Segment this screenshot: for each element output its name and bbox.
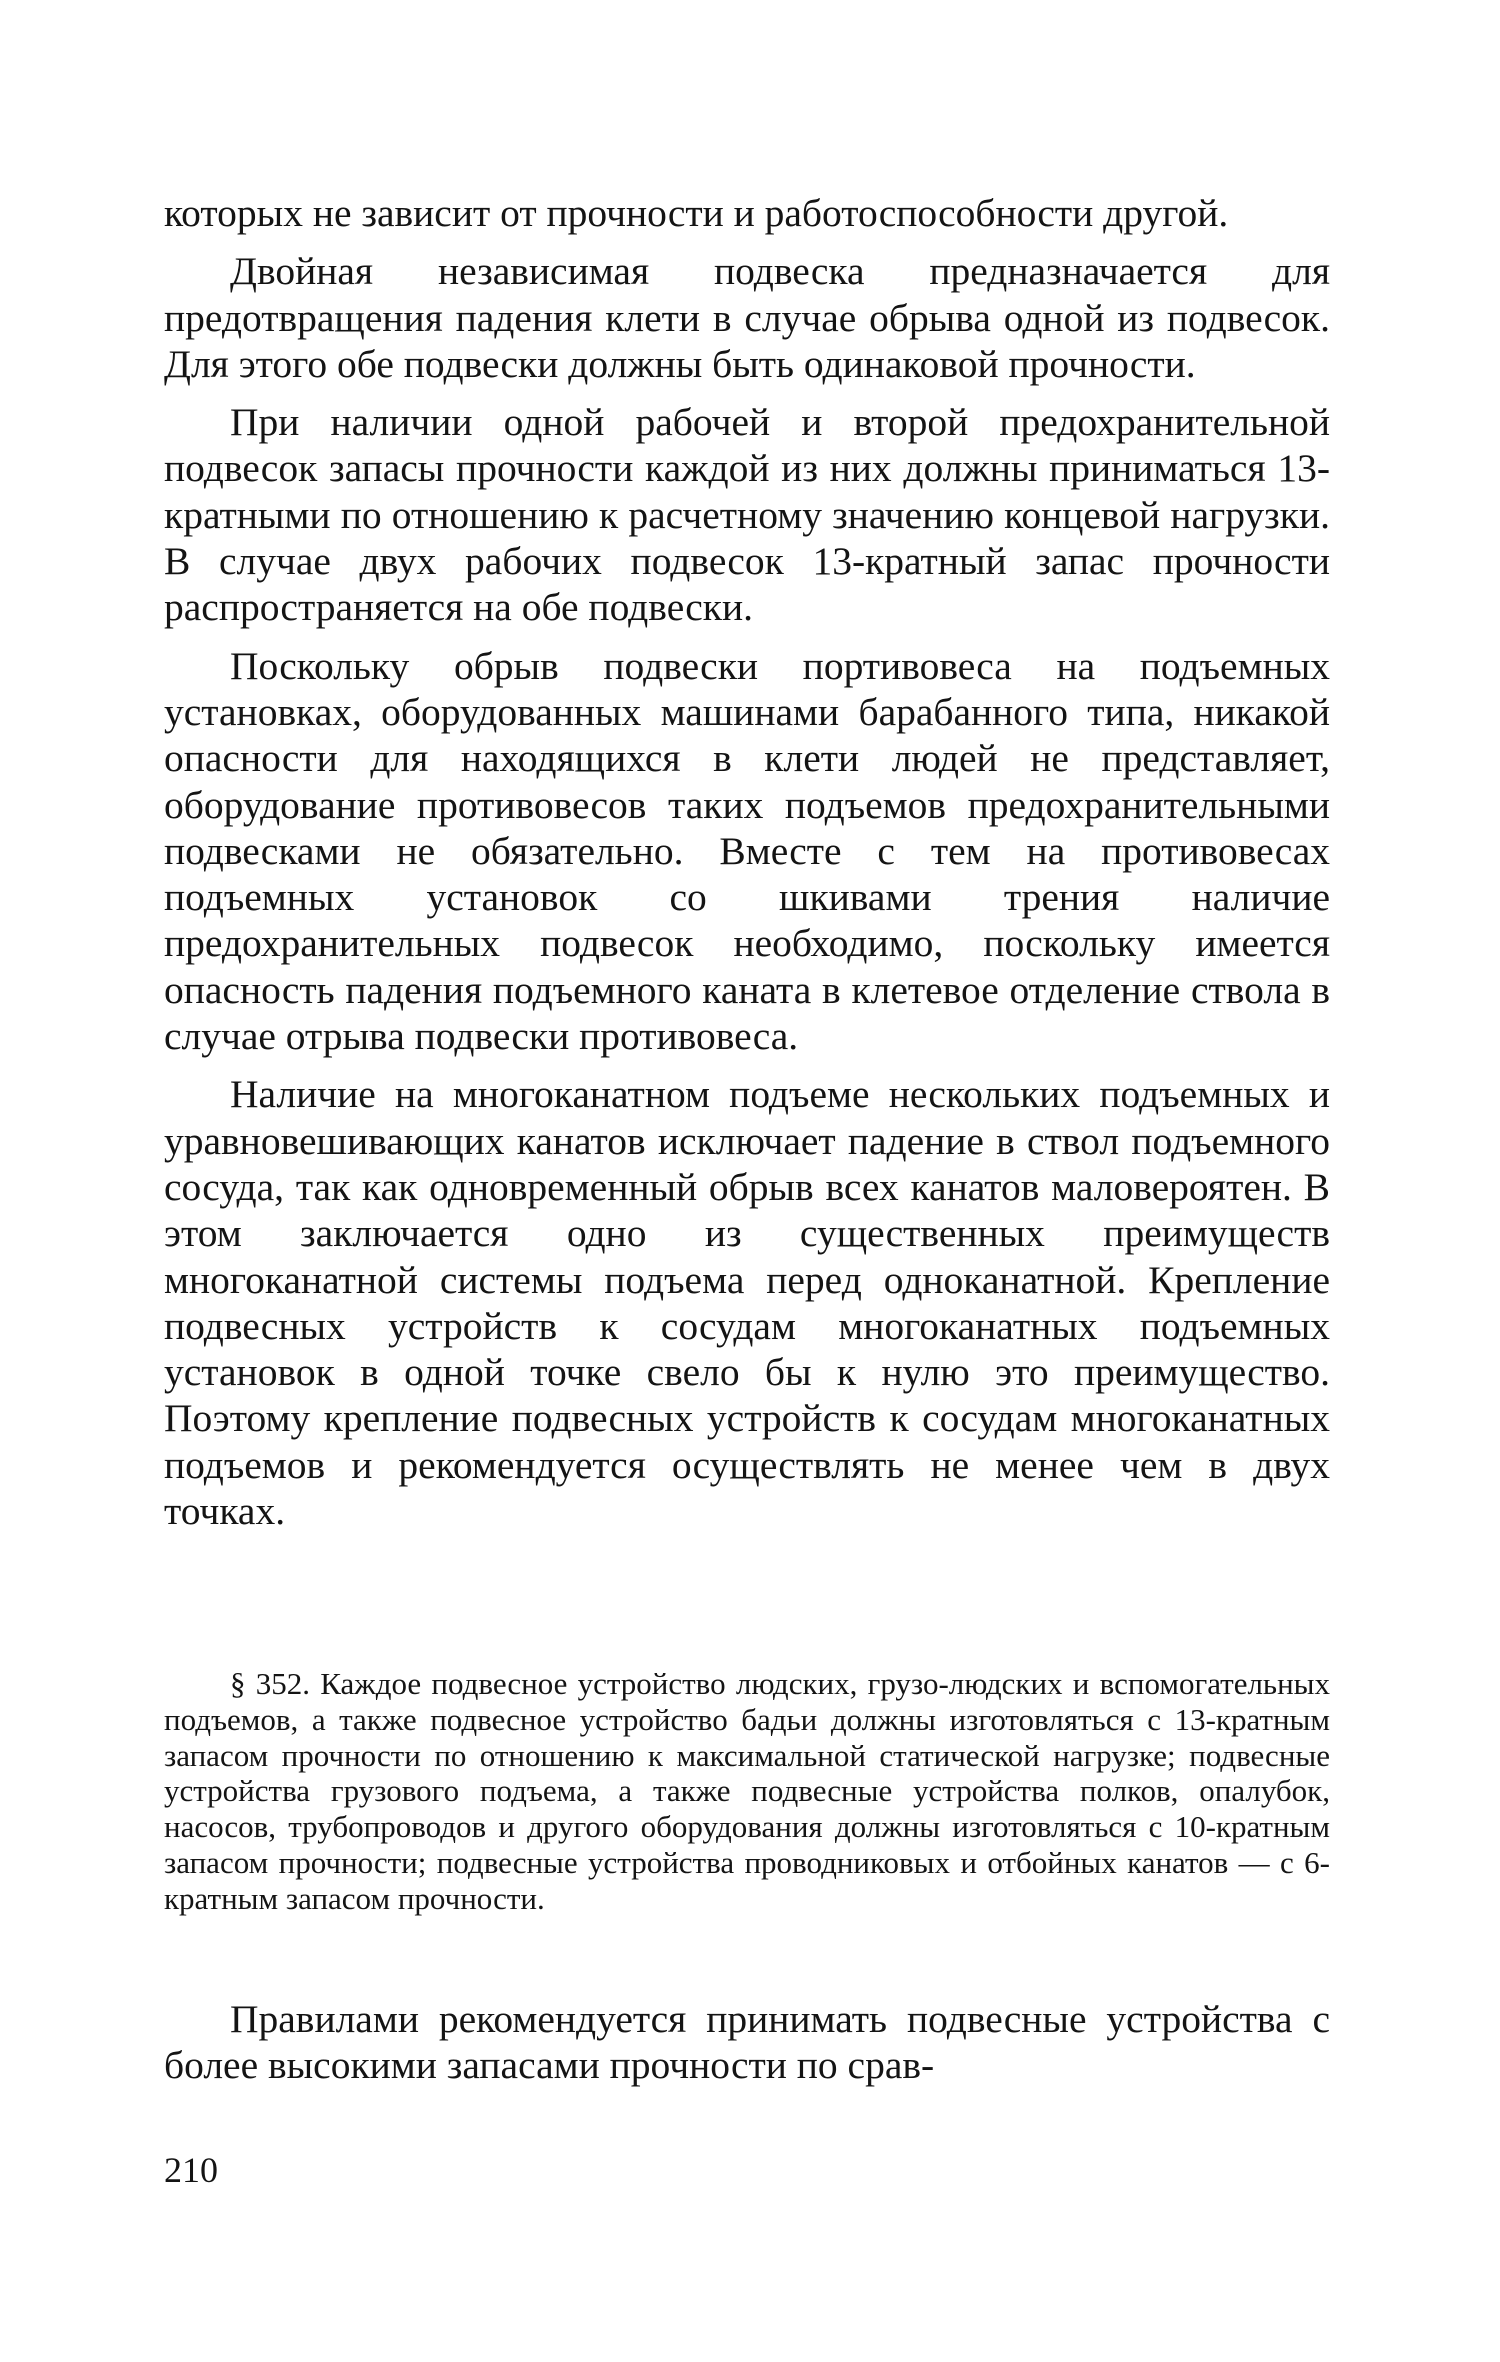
paragraph-double-suspension: Двойная независимая подвеска предназначается для предотвращения падения клети в случае обрыва одной из подвесок. Для этого обе подвески должны быть одинаковой прочности. [164,249,1330,386]
paragraph-continued: которых не зависит от прочности и работоспособности другой. [164,191,1229,235]
main-text [164,190,1330,1546]
rule-352 [164,1666,1330,1917]
rule-352-text: § 352. Каждое подвесное устройство людских, грузо-людских и вспомогательных подъемов, а также подвесное устройство бадьи должны изготовляться с 13-кратным запасом прочности по отношению к максимальной статической нагрузке; подвесные устройства грузового подъема, а также подвесные устройства полков, опалубок, насосов, трубопроводов и другого оборудования должны изготовляться с 10-кратным запасом прочности; подвесные устройства проводниковых и отбойных канатов — с 6-кратным запасом прочности. [164,1666,1330,1916]
paragraph-counterweight: Поскольку обрыв подвески портивовеса на подъемных установках, оборудованных машинами барабанного типа, никакой опасности для находящихся в клети людей не представляет, оборудование противовесов таких подъемов предохранительными подвесками не обязательно. Вместе с тем на противовесах подъемных установок со шкивами трения наличие предохранительных подвесок необходимо, поскольку имеется опасность падения подъемного каната в клетевое отделение ствола в случае отрыва подвески противовеса. [164,643,1330,1059]
page-number: 210 [164,2150,218,2190]
closing-text [164,1996,1330,2089]
closing-paragraph: Правилами рекомендуется принимать подвесные устройства с более высокими запасами прочности по срав- [164,1997,1330,2088]
paragraph-safety-margin: При наличии одной рабочей и второй предохранительной подвесок запасы прочности каждой из них должны приниматься 13-кратными по отношению к расчетному значению концевой нагрузки. В случае двух рабочих подвесок 13-кратный запас прочности распространяется на обе подвески. [164,400,1330,630]
paragraph-multi-rope: Наличие на многоканатном подъеме нескольких подъемных и уравновешивающих канатов исключает падение в ствол подъемного сосуда, так как одновременный обрыв всех канатов маловероятен. В этом заключается одно из существенных преимуществ многоканатной системы подъема перед одноканатной. Крепление подвесных устройств к сосудам многоканатных подъемных установок в одной точке свело бы к нулю это преимущество. Поэтому крепление подвесных устройств к сосудам многоканатных подъемов и рекомендуется осуществлять не менее чем в двух точках. [164,1072,1330,1534]
